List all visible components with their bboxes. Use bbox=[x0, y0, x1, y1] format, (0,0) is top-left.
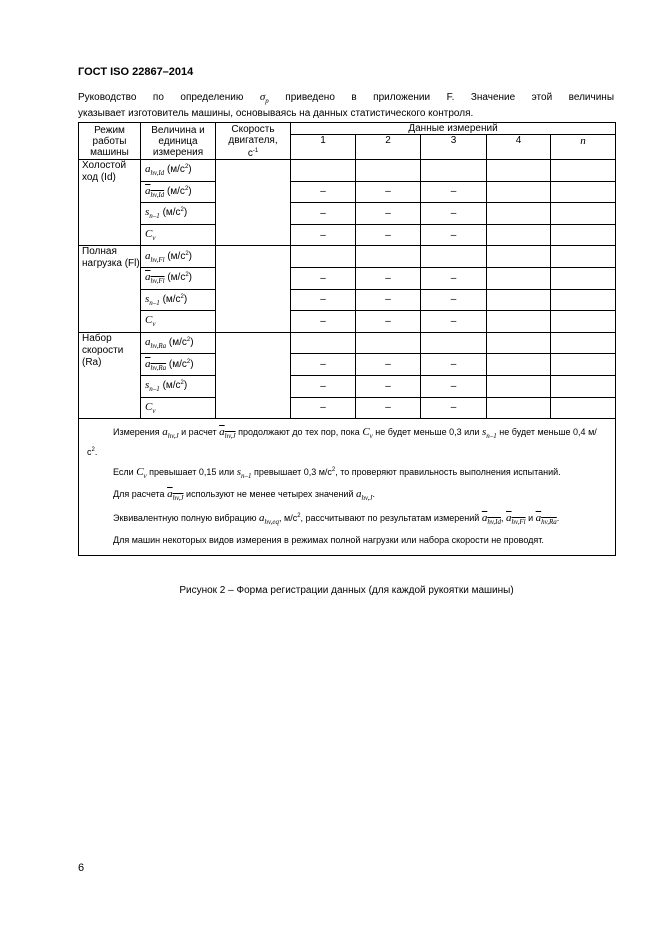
data-cell bbox=[291, 246, 356, 268]
data-cell: – bbox=[291, 397, 356, 419]
header-quantity: Величина и единица измерения bbox=[141, 123, 216, 160]
data-cell bbox=[487, 160, 551, 182]
data-cell bbox=[487, 354, 551, 376]
data-cell: – bbox=[421, 267, 487, 289]
data-cell bbox=[551, 311, 616, 333]
intro-line-1: Руководство по определению $\sigma_p$ приведено в приложении F. Значение этой величины bbox=[78, 91, 615, 105]
data-cell bbox=[487, 375, 551, 397]
data-cell bbox=[551, 181, 616, 203]
data-cell bbox=[421, 332, 487, 354]
data-cell: – bbox=[356, 181, 421, 203]
data-cell bbox=[551, 160, 616, 182]
table-row bbox=[79, 289, 616, 311]
speed-cell bbox=[216, 332, 291, 418]
data-cell: – bbox=[356, 375, 421, 397]
data-cell: – bbox=[356, 224, 421, 246]
data-cell bbox=[356, 332, 421, 354]
intro-line-2: указывает изготовитель машины, основываясь на данных статистического контроля. bbox=[78, 108, 474, 119]
table-row bbox=[79, 160, 616, 182]
note-3: Для расчета $a_{hv,J}$ используют не менее четырех значений $a_{hv,J}$. bbox=[113, 488, 375, 503]
data-cell: – bbox=[291, 289, 356, 311]
data-cell bbox=[421, 160, 487, 182]
data-cell: – bbox=[421, 375, 487, 397]
data-cell bbox=[551, 289, 616, 311]
note-1: Измерения $a_{hv,J}$ и расчет $a_{hv,J}$ продолжают до тех пор, пока $C_v$ не будет меньше 0,3 или $s_{n-1}$ не будет меньше 0,4 $м/с^2$. bbox=[87, 426, 597, 458]
quantity-cell: $a_{hv,Ra}$ $(м/с^2)$ bbox=[141, 354, 216, 376]
table-row bbox=[79, 375, 616, 397]
data-col-4: 4 bbox=[487, 135, 551, 160]
data-recording-form bbox=[78, 122, 616, 556]
data-cell bbox=[487, 397, 551, 419]
data-col-1: 1 bbox=[291, 135, 356, 160]
data-cell bbox=[551, 267, 616, 289]
data-cell bbox=[487, 224, 551, 246]
quantity-cell: $s_{n-1}$ $(м/с^2)$ bbox=[141, 375, 216, 397]
data-cell bbox=[291, 160, 356, 182]
data-cell: – bbox=[421, 203, 487, 225]
data-cell bbox=[551, 224, 616, 246]
table-row bbox=[79, 267, 616, 289]
data-cell bbox=[356, 246, 421, 268]
table-row bbox=[79, 203, 616, 225]
quantity-cell: $a_{hv,Fl}$ $(м/с^2)$ bbox=[141, 267, 216, 289]
table-row bbox=[79, 181, 616, 203]
quantity-cell: $a_{hv,Id}$ $(м/с^2)$ bbox=[141, 181, 216, 203]
page-number: 6 bbox=[78, 862, 85, 874]
notes-block bbox=[79, 419, 616, 556]
data-cell: – bbox=[291, 224, 356, 246]
data-cell: – bbox=[356, 397, 421, 419]
quantity-cell: $a_{hv,Ra}$ $(м/с^2)$ bbox=[141, 332, 216, 354]
data-cell: – bbox=[421, 311, 487, 333]
header-mode: Режим работы машины bbox=[79, 123, 141, 160]
table-row bbox=[79, 311, 616, 333]
data-cell bbox=[487, 181, 551, 203]
data-cell bbox=[551, 332, 616, 354]
mode-cell: Полная нагрузка (Fl) bbox=[79, 246, 141, 332]
header-speed: Скорость двигателя, $с^{-1}$ bbox=[216, 123, 291, 160]
note-5: Для машин некоторых видов измерения в режимах полной нагрузки или набора скорости не проводят. bbox=[113, 535, 544, 546]
quantity-cell: $C_v$ bbox=[141, 224, 216, 246]
speed-cell bbox=[216, 160, 291, 246]
data-cell bbox=[551, 375, 616, 397]
quantity-cell: $a_{hv,Fl}$ $(м/с^2)$ bbox=[141, 246, 216, 268]
quantity-cell: $a_{hv,Id}$ $(м/с^2)$ bbox=[141, 160, 216, 182]
data-cell: – bbox=[291, 203, 356, 225]
data-cell: – bbox=[421, 354, 487, 376]
data-cell: – bbox=[421, 289, 487, 311]
table-row bbox=[79, 246, 616, 268]
data-cell bbox=[551, 354, 616, 376]
quantity-cell: $s_{n-1}$ $(м/с^2)$ bbox=[141, 203, 216, 225]
data-cell bbox=[551, 246, 616, 268]
quantity-cell: $s_{n-1}$ $(м/с^2)$ bbox=[141, 289, 216, 311]
data-cell bbox=[551, 203, 616, 225]
table-row bbox=[79, 397, 616, 419]
data-cell: – bbox=[421, 181, 487, 203]
data-cell: – bbox=[421, 397, 487, 419]
data-cell: – bbox=[356, 289, 421, 311]
header-data: Данные измерений bbox=[291, 123, 616, 135]
table-row bbox=[79, 332, 616, 354]
quantity-cell: $C_v$ bbox=[141, 311, 216, 333]
data-cell: – bbox=[356, 267, 421, 289]
data-col-2: 2 bbox=[356, 135, 421, 160]
quantity-cell: $C_v$ bbox=[141, 397, 216, 419]
data-cell bbox=[291, 332, 356, 354]
table-row bbox=[79, 224, 616, 246]
data-cell bbox=[421, 246, 487, 268]
data-cell bbox=[487, 332, 551, 354]
data-cell: – bbox=[356, 203, 421, 225]
table-row bbox=[79, 354, 616, 376]
speed-cell bbox=[216, 246, 291, 332]
data-cell: – bbox=[291, 267, 356, 289]
data-cell bbox=[487, 289, 551, 311]
data-cell bbox=[487, 267, 551, 289]
data-col-3: 3 bbox=[421, 135, 487, 160]
data-cell bbox=[356, 160, 421, 182]
data-col-n: n bbox=[551, 135, 616, 160]
mode-cell: Холостой ход (Id) bbox=[79, 160, 141, 246]
data-cell: – bbox=[291, 181, 356, 203]
mode-cell: Набор скорости (Ra) bbox=[79, 332, 141, 418]
figure-caption: Рисунок 2 – Форма регистрации данных (для каждой рукоятки машины) bbox=[179, 585, 514, 596]
data-cell: – bbox=[291, 311, 356, 333]
data-cell: – bbox=[421, 224, 487, 246]
sigma-symbol: $\sigma_p$ bbox=[259, 91, 269, 105]
data-cell bbox=[487, 246, 551, 268]
data-cell: – bbox=[291, 354, 356, 376]
data-cell bbox=[551, 397, 616, 419]
note-4: Эквивалентную полную вибрацию $a_{hv,eq}$, $м/с^2$, рассчитывают по результатам измерений $a_{hv,Id}$, $a_{hv,Fl}$ и $a_{hv,Ra}$. bbox=[113, 512, 560, 527]
data-cell: – bbox=[356, 311, 421, 333]
data-cell: – bbox=[291, 375, 356, 397]
document-header: ГОСТ ISO 22867–2014 bbox=[78, 66, 194, 78]
data-cell: – bbox=[356, 354, 421, 376]
data-cell bbox=[487, 203, 551, 225]
data-cell bbox=[487, 311, 551, 333]
note-2: Если $C_v$ превышает 0,15 или $s_{n-1}$ превышает 0,3 $м/с^2$, то проверяют правильность выполнения испытаний. bbox=[113, 466, 561, 481]
